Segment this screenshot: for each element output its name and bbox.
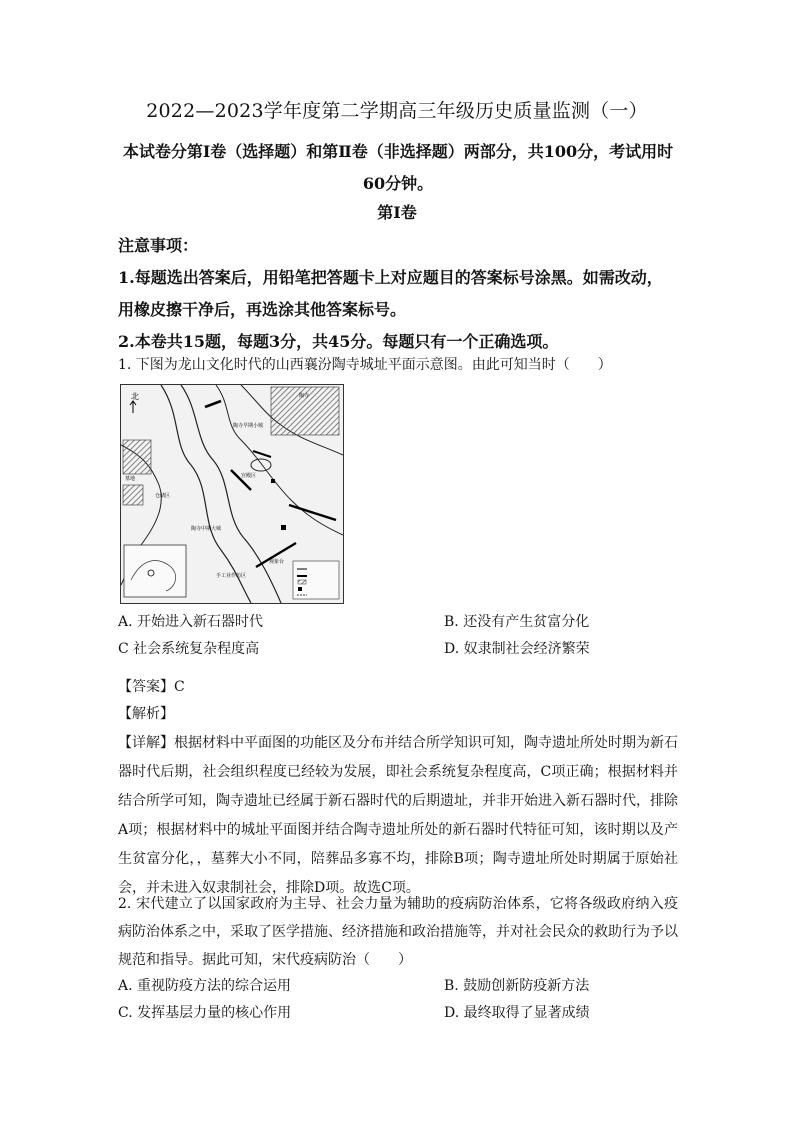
notes-item: 2.本卷共15题，每题3分，共45分。每题只有一个正确选项。 bbox=[118, 332, 559, 351]
q1-detail: 【详解】根据材料中平面图的功能区及分布并结合所学知识可知，陶寺遗址所处时期为新石器时代后期，社会组织程度已经较为发展，即社会系统复杂程度高，C项正确；根据材料并结合所学可知，陶寺遗址已经属于新石器时代的后期遗址，并非开始进入新石器时代，排除A项；根据材料中的城址平面图并结合陶寺遗址所处的新石器时代特征可知，该时期以及产生贫富分化，，墓葬大小不同，陪葬品多寡不均，排除B项；陶寺遗址所处时期属于原始社会，并未进入奴隶制社会，排除D项。故选C项。 bbox=[118, 735, 678, 896]
site-plan-map bbox=[120, 384, 344, 604]
map-label: 墓地 bbox=[125, 476, 136, 482]
q2-option-d[interactable]: D. 最终取得了显著成绩 bbox=[444, 1005, 590, 1021]
map-label: 陶寺 bbox=[299, 393, 310, 399]
q1-option-a[interactable]: A. 开始进入新石器时代 bbox=[118, 614, 264, 630]
question-1-stem bbox=[118, 351, 678, 379]
q1-option-c[interactable]: C 社会系统复杂程度高 bbox=[118, 641, 260, 657]
q2-option-c[interactable]: C. 发挥基层力量的核心作用 bbox=[118, 1005, 292, 1021]
q1-option-d[interactable]: D. 奴隶制社会经济繁荣 bbox=[444, 641, 590, 657]
q1-answer: 【答案】C bbox=[118, 679, 185, 695]
map-label: 手工业作坊区 bbox=[216, 573, 247, 579]
map-label: 仓储区 bbox=[155, 493, 171, 499]
map-label: 陶寺早期小城 bbox=[233, 423, 264, 429]
question-stem-text: 1. 下图为龙山文化时代的山西襄汾陶寺城址平面示意图。由此可知当时（ ） bbox=[118, 357, 612, 373]
notes-item: 1.每题选出答案后，用铅笔把答题卡上对应题目的答案标号涂黑。如需改动，用橡皮擦干净后，再选涂其他答案标号。 bbox=[118, 268, 663, 319]
q2-option-b[interactable]: B. 鼓励创新防疫新方法 bbox=[444, 978, 590, 994]
site-plan-svg bbox=[121, 385, 343, 603]
q2-option-a[interactable]: A. 重视防疫方法的综合运用 bbox=[118, 978, 292, 994]
exam-title: 2022—2023学年度第二学期高三年级历史质量监测（一） bbox=[146, 100, 648, 122]
map-label: 北 bbox=[131, 392, 139, 401]
q1-analysis-label: 【解析】 bbox=[118, 706, 174, 722]
question-2-stem bbox=[118, 890, 678, 974]
map-label: 观象台 bbox=[269, 559, 285, 565]
notes-block bbox=[118, 230, 678, 358]
q1-option-b[interactable]: B. 还没有产生贫富分化 bbox=[444, 614, 590, 630]
map-label: 陶寺中期大城 bbox=[191, 526, 222, 532]
map-label: 宫殿区 bbox=[241, 473, 257, 479]
question-stem-text: 2. 宋代建立了以国家政府为主导、社会力量为辅助的疫病防治体系，它将各级政府纳入疫病防治体系之中，采取了医学措施、经济措施和政治措施等，并对社会民众的救助行为予以规范和指导。据此可知，宋代疫病防治（ ） bbox=[118, 896, 678, 968]
exam-subtitle: 本试卷分第Ⅰ卷（选择题）和第Ⅱ卷（非选择题）两部分，共100分，考试用时60分钟。 bbox=[122, 142, 674, 193]
notes-heading: 注意事项： bbox=[118, 236, 199, 255]
section-heading: 第Ⅰ卷 bbox=[377, 203, 417, 222]
